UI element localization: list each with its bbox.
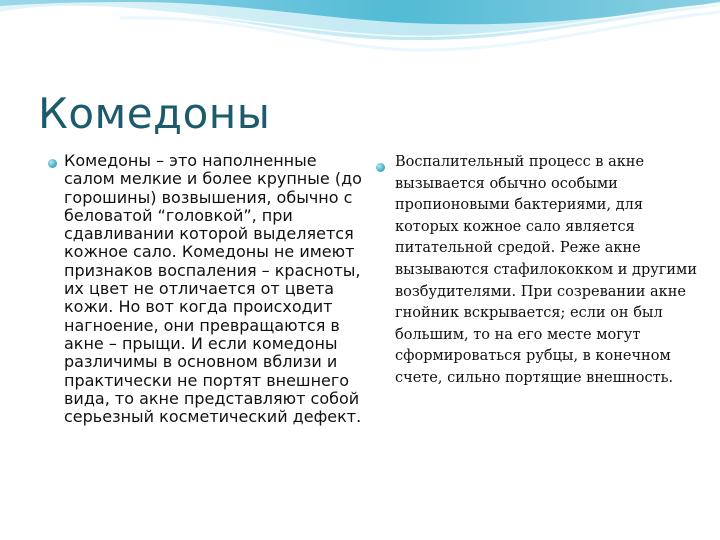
left-bullet-item [46,152,366,426]
right-column [374,152,700,390]
left-bullet-text: Комедоны – это наполненные салом мелкие и более крупные (до горошины) возвышения, обычно с беловатой “головкой”, при сдавливании которой выделяется кожное сало. Комедоны не имеют признаков воспаления – красноты, их цвет не отличается от цвета кожи. Но вот когда происходит нагноение, они превращаются в акне – прыщи. И если комедоны различимы в основном вблизи и практически не портят внешнего вида, то акне представляют собой серьезный косметический дефект. [64,151,362,427]
round-bullet-icon [376,163,385,172]
round-bullet-icon [48,159,57,168]
right-bullet-text: Воспалительный процесс в акне вызывается обычно особыми пропионовыми бактериями, для которых кожное сало является питательной средой. Реже акне вызываются стафилококком и другими возбудителями. При созревании акне гнойник вскрывается; если он был большим, то на его месте могут сформироваться рубцы, в конечном счете, сильно портящие внешность. [395,154,697,386]
right-bullet-item [374,152,700,390]
slide-title: Комедоны [38,89,271,138]
wave-header-decoration [0,0,720,70]
left-column [46,152,366,426]
